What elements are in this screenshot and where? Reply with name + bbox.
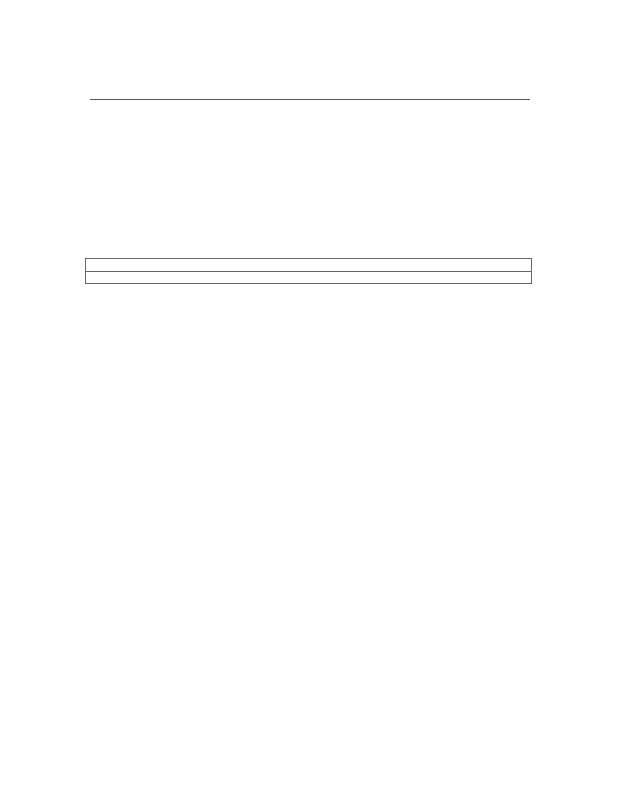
table-title-row [86, 259, 532, 272]
collecting-agents-table [85, 258, 532, 284]
header-rule [90, 99, 530, 100]
table-title [86, 259, 532, 272]
houses-header-row [86, 271, 532, 284]
footnote-69 [90, 617, 532, 632]
houses-section-label [86, 271, 532, 284]
footnote-69-line-1 [90, 617, 532, 632]
footnotes-bottom [90, 601, 532, 636]
table-source-note [90, 601, 532, 617]
